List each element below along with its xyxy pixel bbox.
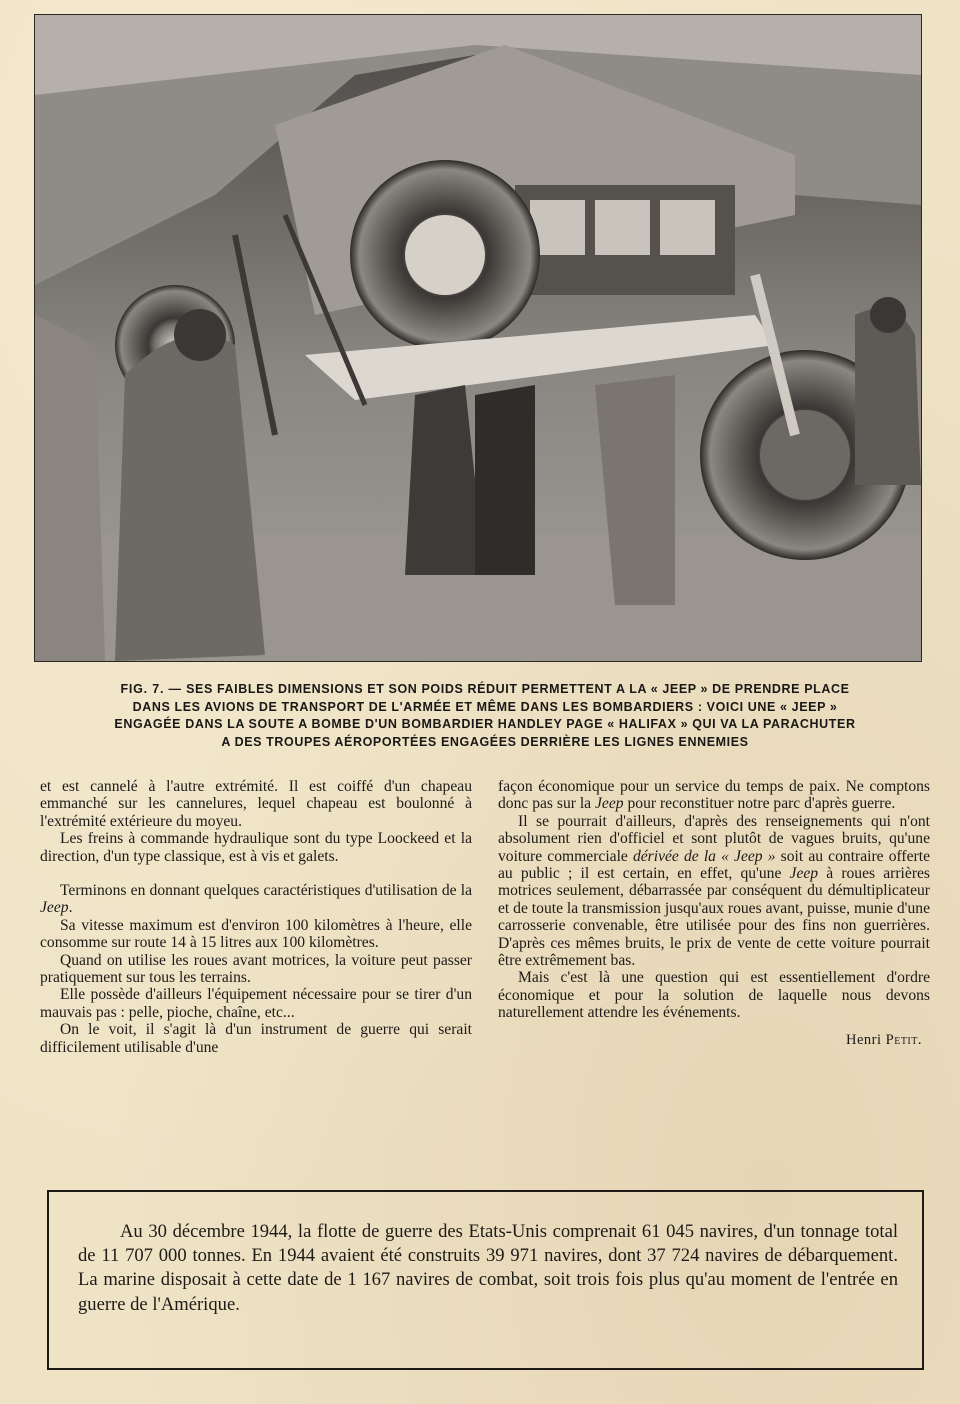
paragraph: Mais c'est là une question qui est essentiellement d'ordre économique et pour la solution de laquelle nous devons naturellement attendre les événements. [498,969,930,1022]
caption-line-1: FIG. 7. — SES FAIBLES DIMENSIONS ET SON POIDS RÉDUIT PERMETTENT A LA « JEEP » DE PRENDRE PLACE [120,682,850,696]
paragraph: Elle possède d'ailleurs l'équipement nécessaire pour se tirer d'un mauvais pas : pelle, pioche, chaîne, etc... [40,986,472,1021]
caption-line-2: DANS LES AVIONS DE TRANSPORT DE L'ARMÉE ET MÊME DANS LES BOMBARDIERS : VOICI UNE « JEEP » [132,699,838,714]
paragraph: Quand on utilise les roues avant motrices, la voiture peut passer pratiquement sur tous les terrains. [40,951,472,987]
caption-line-4: A DES TROUPES AÉROPORTÉES ENGAGÉES DERRIÈRE LES LIGNES ENNEMIES [221,734,749,749]
author-signature: Henri Petit. [846,1031,922,1048]
figure-caption [40,681,930,751]
right-column [498,778,930,1049]
paragraph: On le voit, il s'agit là d'un instrument de guerre qui serait difficilement utilisable d'une [40,1021,472,1056]
paragraph: Terminons en donnant quelques caractéristiques d'utilisation de la Jeep. [40,882,472,917]
paragraph: Sa vitesse maximum est d'environ 100 kilomètres à l'heure, elle consomme sur route 14 à 15 litres aux 100 kilomètres. [40,916,472,952]
caption-line-3: ENGAGÉE DANS LA SOUTE A BOMBE D'UN BOMBARDIER HANDLEY PAGE « HALIFAX » QUI VA LA PARACHUTER [114,717,856,731]
boxed-note-text: Au 30 décembre 1944, la flotte de guerre des Etats-Unis comprenait 61 045 navires, d'un tonnage total de 11 707 000 tonnes. En 1944 avaient été construits 39 971 navires, dont 37 724 navires de débarquement. La marine disposait à cette date de 1 167 navires de combat, soit trois fois plus qu'au moment de l'entrée en guerre de l'Amérique. [78,1221,898,1315]
paragraph: et est cannelé à l'autre extrémité. Il est coiffé d'un chapeau emmanché sur les cannelures, lequel chapeau est boulonné à l'extrémité extérieure du moyeu. [40,778,472,830]
photo-jeep-in-bomber [34,14,922,662]
figure-label: FIG. 7. — [120,682,187,696]
paragraph: Il se pourrait d'ailleurs, d'après des renseignements qui n'ont absolument rien d'officiel et sont plutôt de vagues bruits, qu'une voiture commerciale dérivée de la « Jeep » soit au contraire offerte au public ; il est certain, en effet, qu'une Jeep à roues arrières motrices seulement, débarrassée par conséquent du démultiplicateur et de toute la transmission jusqu'aux roues avant, puisse, munie d'une carrosserie convenable, être utilisée pour des fins non guerrières. D'après ces mêmes bruits, le prix de vente de cette voiture pourrait être extrêmement bas. [498,812,930,970]
left-column [40,778,472,1056]
paragraph: façon économique pour un service du temps de paix. Ne comptons donc pas sur la Jeep pour reconstituer notre parc d'après guerre. [498,778,930,813]
paragraph: Les freins à commande hydraulique sont du type Loockeed et la direction, d'un type classique, est à vis et galets. [40,830,472,865]
